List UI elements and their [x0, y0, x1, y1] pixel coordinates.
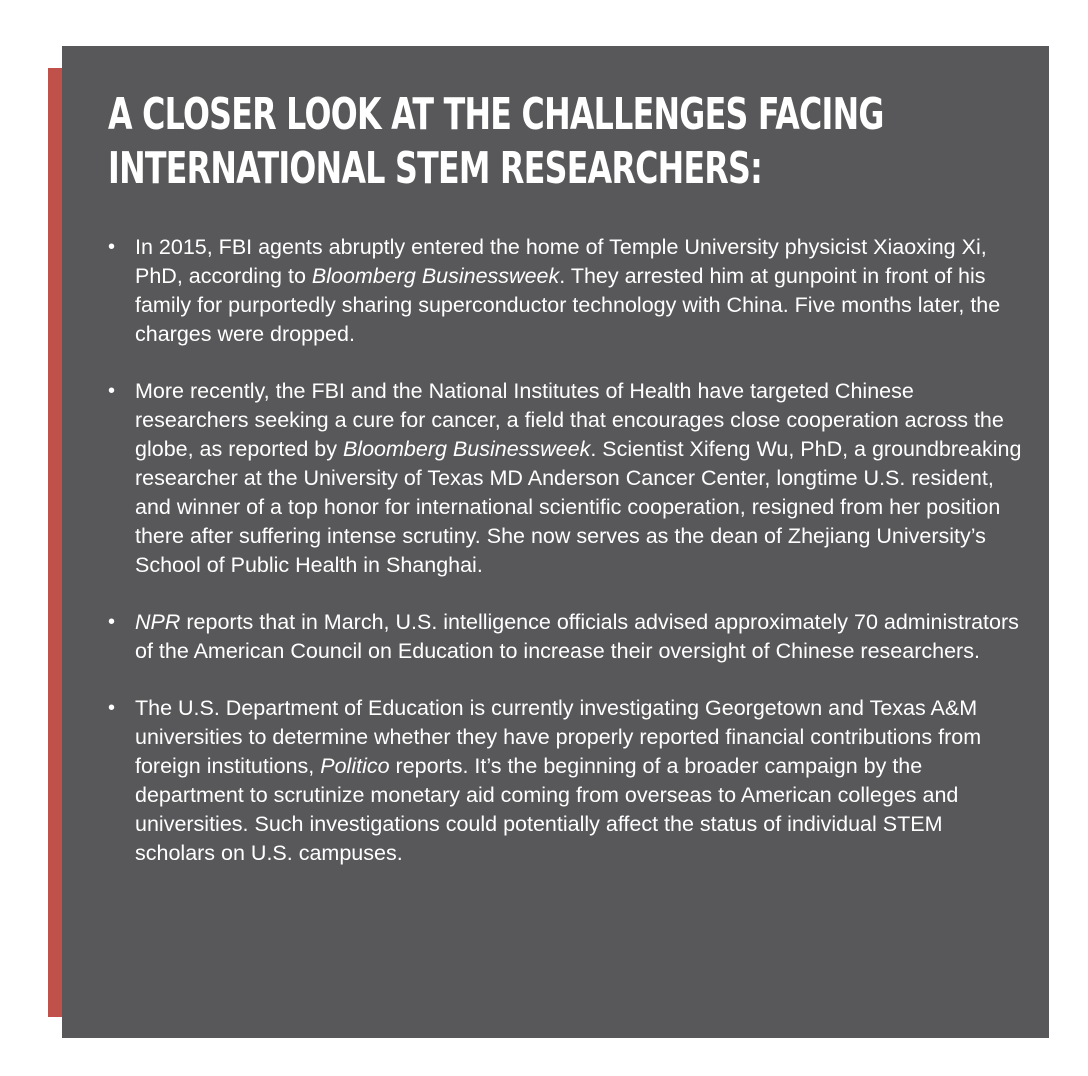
bullet-text-b: . They arrested him at gunpoint in front of his family for purportedly sharing superconductor technology with China. Five months later, the charges were dropped.: [135, 264, 1001, 346]
bullet-list: [108, 233, 1023, 896]
bullet-text-a: More recently, the FBI and the National Institutes of Health have targeted Chinese researchers seeking a cure for cancer, a field that encourages close cooperation across the globe, as reported by: [135, 379, 1004, 461]
bullet-text-a: The U.S. Department of Education is currently investigating Georgetown and Texas A&M universities to determine whether they have properly reported financial contributions from foreign institutions,: [135, 696, 982, 778]
bullet-item: [108, 608, 1023, 666]
info-panel: [62, 46, 1049, 1038]
title-line-2: INTERNATIONAL STEM RESEARCHERS:: [108, 143, 763, 194]
bullet-source: Bloomberg Businessweek: [311, 264, 560, 288]
bullet-source: Bloomberg Businessweek: [342, 437, 591, 461]
bullet-dot-icon: •: [108, 697, 116, 719]
bullet-text-b: reports. It’s the beginning of a broader campaign by the department to scrutinize monetary aid coming from overseas to American colleges and universities. Such investigations could potentially affect the status of individual STEM scholars on U.S. campuses.: [135, 754, 959, 865]
title-line-1: A CLOSER LOOK AT THE CHALLENGES FACING: [108, 89, 884, 140]
bullet-dot-icon: •: [108, 380, 116, 402]
bullet-item: [108, 377, 1023, 580]
bullet-dot-icon: •: [108, 611, 116, 633]
accent-bar: [48, 68, 62, 1017]
bullet-item: [108, 233, 1023, 349]
bullet-source: NPR: [135, 610, 181, 634]
panel-title: [108, 88, 884, 196]
bullet-text-a: In 2015, FBI agents abruptly entered the home of Temple University physicist Xiaoxing Xi, PhD, according to: [135, 235, 987, 288]
bullet-dot-icon: •: [108, 236, 116, 258]
bullet-source: Politico: [320, 754, 390, 778]
bullet-text-b: . Scientist Xifeng Wu, PhD, a groundbreaking researcher at the University of Texas MD Anderson Cancer Center, longtime U.S. resident, and winner of a top honor for international scientific cooperation, resigned from her position there after suffering intense scrutiny. She now serves as the dean of Zhejiang University’s School of Public Health in Shanghai.: [135, 437, 1022, 577]
bullet-text-b: reports that in March, U.S. intelligence officials advised approximately 70 administrators of the American Council on Education to increase their oversight of Chinese researchers.: [135, 610, 1019, 663]
bullet-item: [108, 694, 1023, 868]
